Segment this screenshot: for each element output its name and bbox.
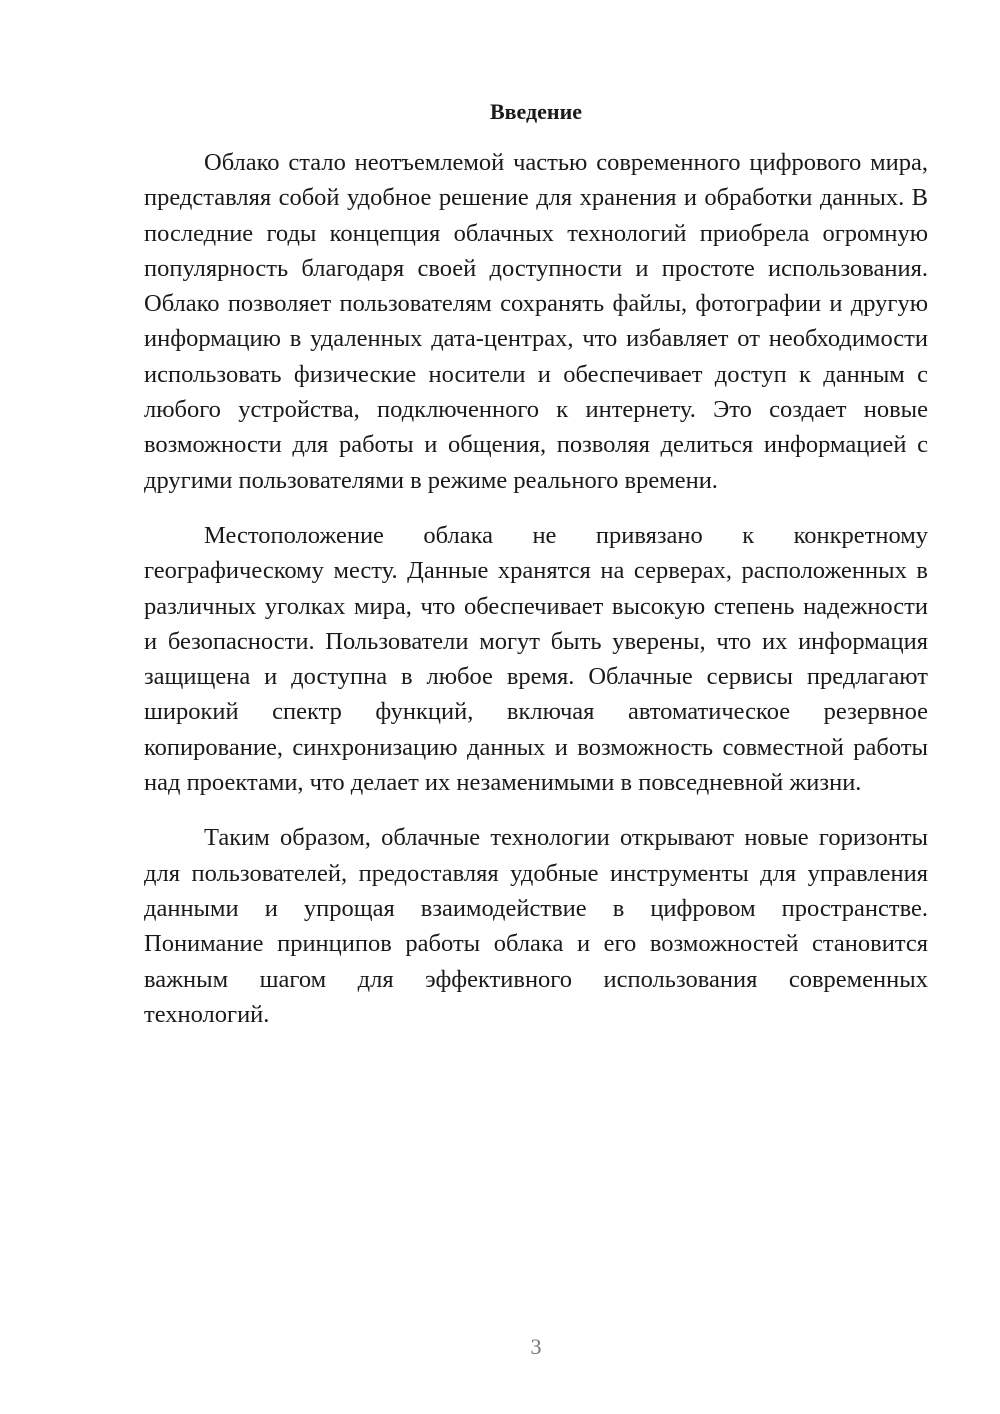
page-number: 3 <box>530 1334 542 1359</box>
paragraph-1: Облако стало неотъемлемой частью современного цифрового мира, представляя собой удобное решение для хранения и обработки данных. В последние годы концепция облачных технологий приобрела огромную популярность благодаря своей доступности и простоте использования. Облако позволяет пользователям сохранять файлы, фотографии и другую информацию в удаленных дата-центрах, что избавляет от необходимости использовать физические носители и обеспечивает доступ к данным с любого устройства, подключенного к интернету. Это создает новые возможности для работы и общения, позволяя делиться информацией с другими пользователями в режиме реального времени. <box>144 149 928 494</box>
section-heading: Введение <box>489 99 583 124</box>
paragraph-2: Местоположение облака не привязано к конкретному географическому месту. Данные хранятся на серверах, расположенных в различных уголках мира, что обеспечивает высокую степень надежности и безопасности. Пользователи могут быть уверены, что их информация защищена и доступна в любое время. Облачные сервисы предлагают широкий спектр функций, включая автоматическое резервное копирование, синхронизацию данных и возможность совместной работы над проектами, что делает их незаменимыми в повседневной жизни. <box>144 521 928 797</box>
paragraph-3: Таким образом, облачные технологии открывают новые горизонты для пользователей, предоставляя удобные инструменты для управления данными и упрощая взаимодействие в цифровом пространстве. Понимание принципов работы облака и его возможностей становится важным шагом для эффективного использования современных технологий. <box>144 824 928 1028</box>
body-text <box>144 145 928 1032</box>
